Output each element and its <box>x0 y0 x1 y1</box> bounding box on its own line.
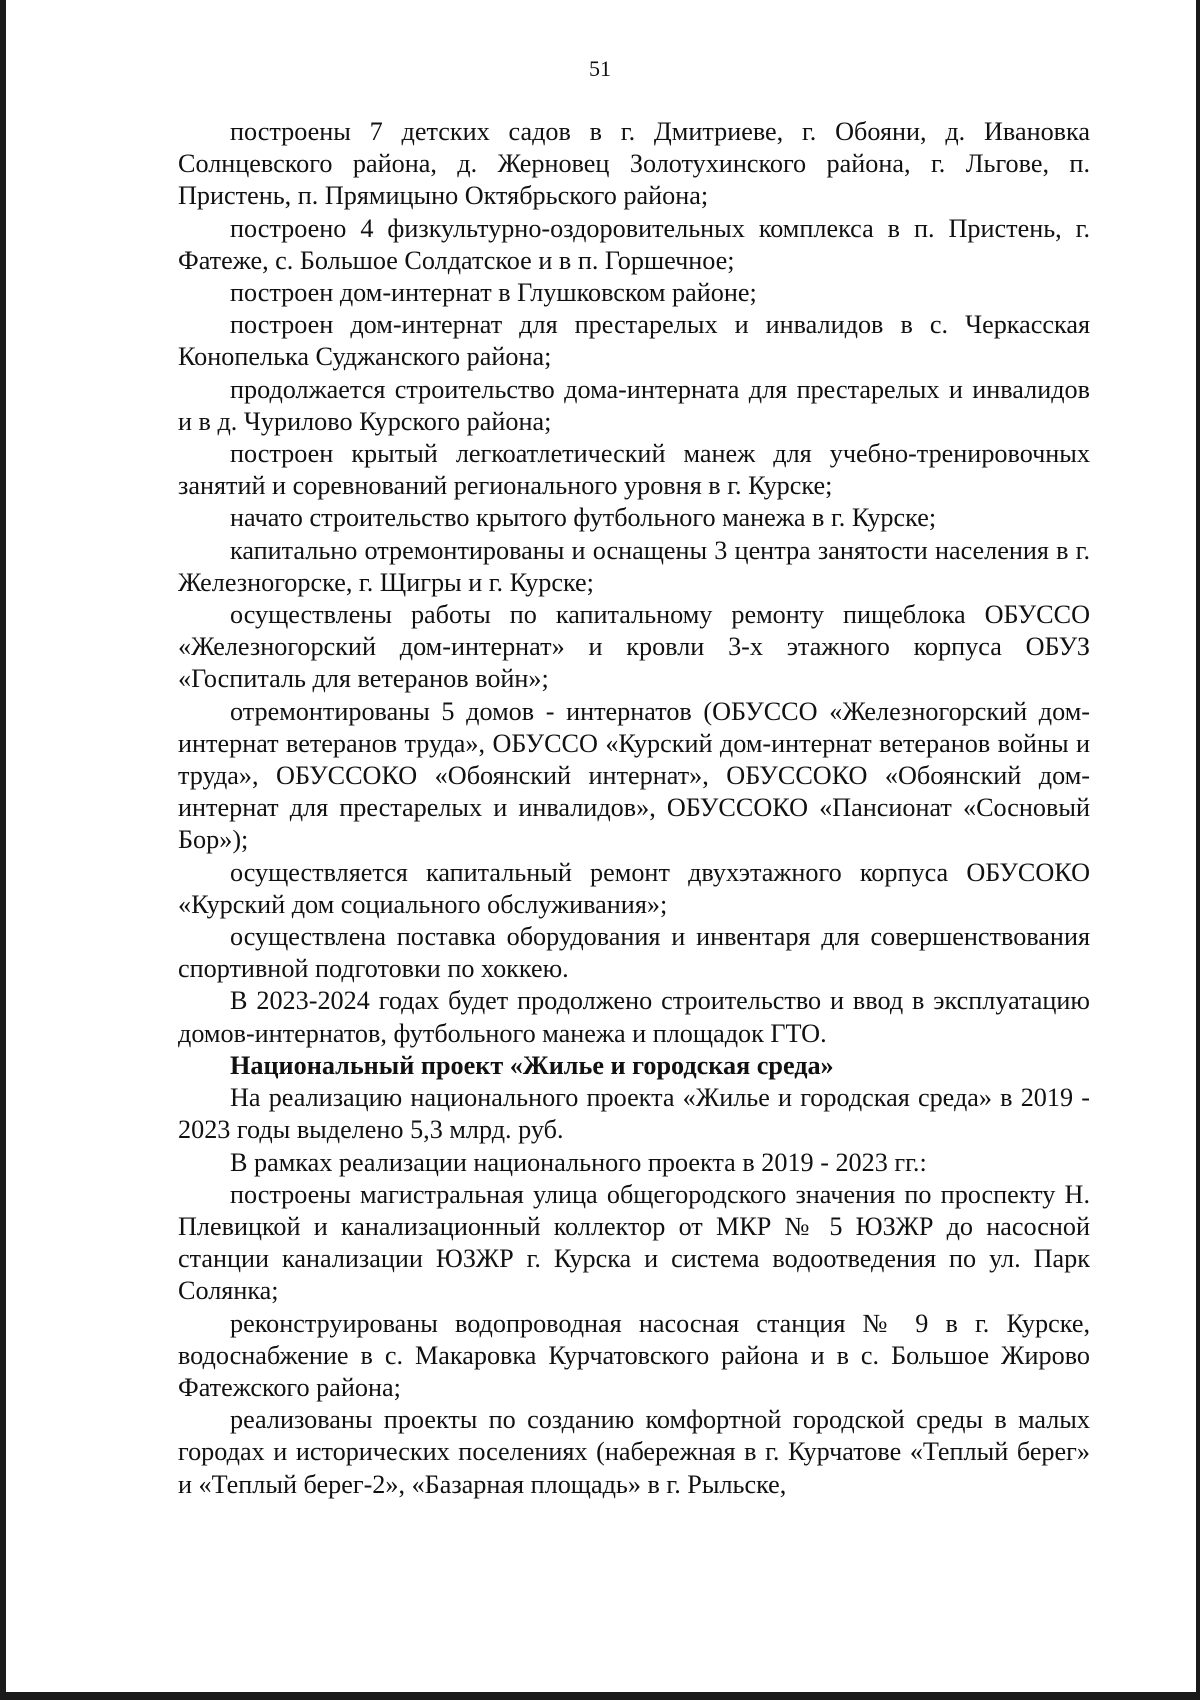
paragraph: осуществлена поставка оборудования и инвентаря для совершенствования спортивной подготовки по хоккею. <box>178 922 1090 984</box>
paragraph: построен дом-интернат в Глушковском районе; <box>230 278 757 308</box>
paragraph: На реализацию национального проекта «Жилье и городская среда» в 2019 - 2023 годы выделено 5,3 млрд. руб. <box>178 1083 1090 1145</box>
scan-edge-right <box>1196 0 1200 1700</box>
paragraph: реализованы проекты по созданию комфортной городской среды в малых городах и исторических поселениях (набережная в г. Курчатове «Теплый берег» и «Теплый берег-2», «Базарная площадь» в г. Рыльске, <box>178 1405 1090 1499</box>
paragraph: начато строительство крытого футбольного манежа в г. Курске; <box>230 503 937 533</box>
paragraph: построены магистральная улица общегородского значения по проспекту Н. Плевицкой и канализационный коллектор от МКР № 5 ЮЗЖР до насосной станции канализации ЮЗЖР г. Курска и система водоотведения по ул. Парк Солянка; <box>178 1179 1090 1306</box>
paragraph: осуществляется капитальный ремонт двухэтажного корпуса ОБУСОКО «Курский дом социального обслуживания»; <box>178 857 1090 919</box>
paragraph: В 2023-2024 годах будет продолжено строительство и ввод в эксплуатацию домов-интернатов, футбольного манежа и площадок ГТО. <box>178 986 1090 1048</box>
paragraph: продолжается строительство дома-интерната для престарелых и инвалидов и в д. Чурилово Курского района; <box>178 374 1090 436</box>
paragraph: капитально отремонтированы и оснащены 3 центра занятости населения в г. Железногорске, г. Щигры и г. Курске; <box>178 535 1090 597</box>
paragraph: построен крытый легкоатлетический манеж для учебно-тренировочных занятий и соревнований регионального уровня в г. Курске; <box>178 439 1090 501</box>
page-number: 51 <box>589 56 611 81</box>
paragraph: отремонтированы 5 домов - интернатов (ОБУССО «Железногорский дом-интернат ветеранов труда», ОБУССО «Курский дом-интернат ветеранов войны и труда», ОБУССОКО «Обоянский интернат», ОБУССОКО «Обоянский дом-интернат для престарелых и инвалидов», ОБУССОКО «Пансионат «Сосновый Бор»); <box>178 696 1090 855</box>
paragraph: построен дом-интернат для престарелых и инвалидов в с. Черкасская Конопелька Суджанского района; <box>178 310 1090 372</box>
paragraph: осуществлены работы по капитальному ремонту пищеблока ОБУССО «Железногорский дом-интернат» и кровли 3-х этажного корпуса ОБУЗ «Госпиталь для ветеранов войн»; <box>178 600 1090 694</box>
paragraph: построены 7 детских садов в г. Дмитриеве, г. Обояни, д. Ивановка Солнцевского района, д. Жерновец Золотухинского района, г. Льгове, п. Пристень, п. Прямицыно Октябрьского района; <box>178 117 1090 211</box>
paragraph: построено 4 физкультурно-оздоровительных комплекса в п. Пристень, г. Фатеже, с. Большое Солдатское и в п. Горшечное; <box>178 213 1090 275</box>
section-heading: Национальный проект «Жилье и городская среда» <box>230 1050 834 1080</box>
document-body <box>178 116 1090 1501</box>
scan-edge-bottom <box>0 1692 1200 1700</box>
scan-edge-left <box>0 0 6 1700</box>
paragraph: В рамках реализации национального проекта в 2019 - 2023 гг.: <box>230 1147 927 1177</box>
paragraph: реконструированы водопроводная насосная станция № 9 в г. Курске, водоснабжение в с. Макаровка Курчатовского района и в с. Большое Жирово Фатежского района; <box>178 1308 1090 1402</box>
